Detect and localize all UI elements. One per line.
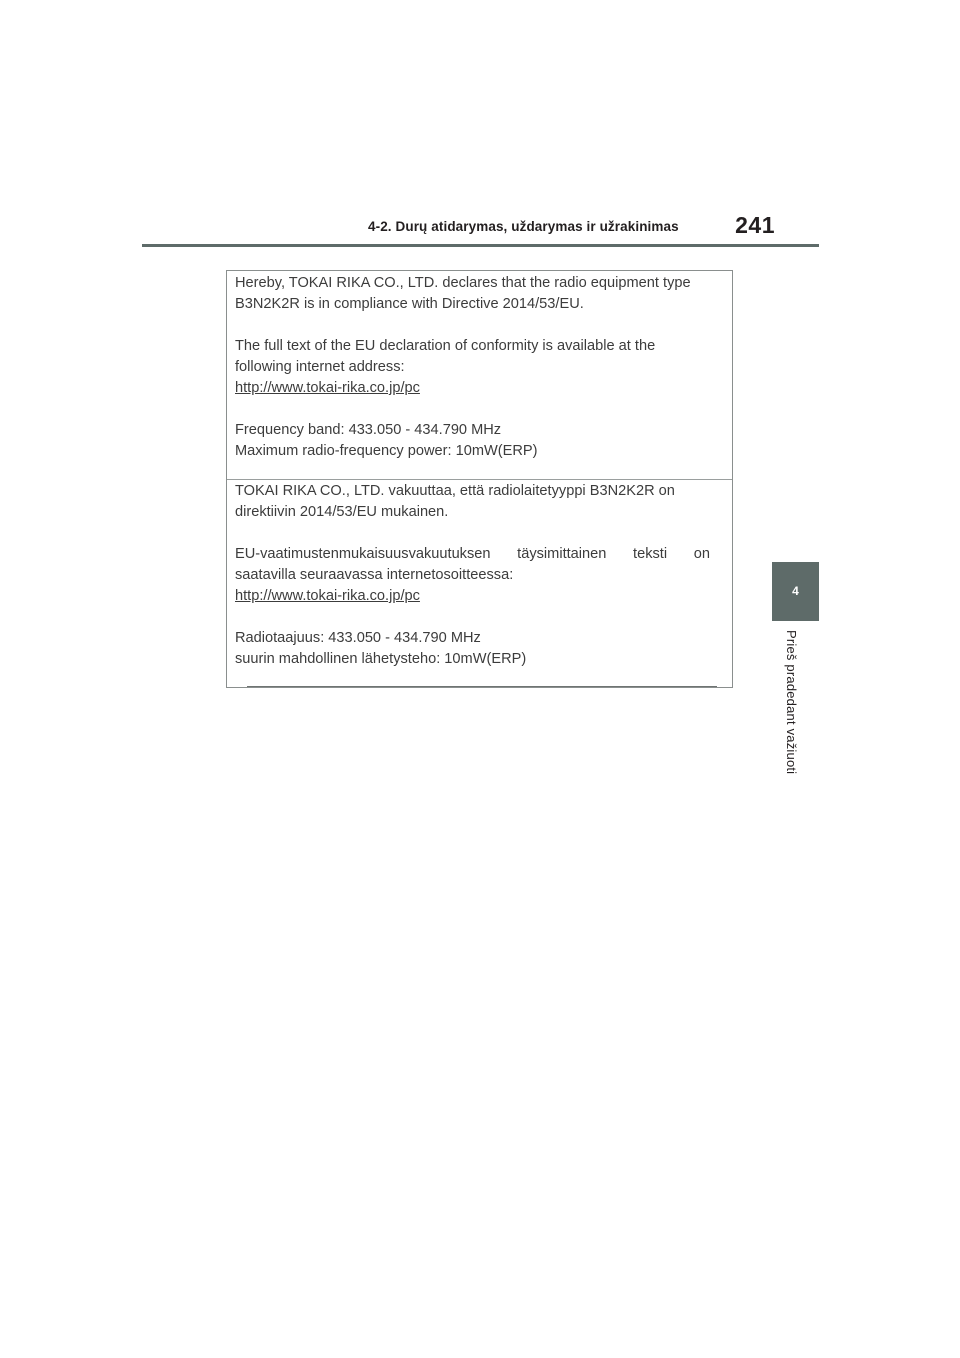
chapter-number: 4 <box>792 584 799 598</box>
declaration-en-line1: Hereby, TOKAI RIKA CO., LTD. declares that the radio equipment type <box>235 275 691 291</box>
chapter-label: Prieš pradedant važiuoti <box>784 630 799 775</box>
chapter-label-container <box>784 630 806 802</box>
max-power-en: Maximum radio-frequency power: 10mW(ERP) <box>235 443 538 459</box>
frequency-band-fi: Radiotaajuus: 433.050 - 434.790 MHz <box>235 630 481 646</box>
frequency-band-en: Frequency band: 433.050 - 434.790 MHz <box>235 422 502 438</box>
max-power-fi: suurin mahdollinen lähetysteho: 10mW(ERP) <box>235 651 527 667</box>
section-title: 4-2. Durų atidarymas, uždarymas ir užrakinimas <box>368 219 679 234</box>
chapter-tab <box>772 562 819 621</box>
declaration-fi-line2: direktiivin 2014/53/EU mukainen. <box>235 504 449 520</box>
declaration-en-line2: B3N2K2R is in compliance with Directive 2014/53/EU. <box>235 296 584 312</box>
page-header <box>142 212 818 245</box>
section-divider <box>227 479 732 480</box>
declaration-fi-line1: TOKAI RIKA CO., LTD. vakuuttaa, että radiolaitetyyppi B3N2K2R on <box>235 483 675 499</box>
declaration-fi-line4: saatavilla seuraavassa internetosoitteessa: <box>235 567 514 583</box>
box-bottom-rule <box>247 686 717 687</box>
declaration-english <box>235 273 730 462</box>
declaration-fi-line3: EU-vaatimustenmukaisuusvakuutuksen täysimittainen teksti on <box>235 546 710 562</box>
declaration-en-line3: The full text of the EU declaration of conformity is available at the <box>235 338 656 354</box>
declaration-en-link[interactable]: http://www.tokai-rika.co.jp/pc <box>235 380 420 396</box>
declaration-finnish <box>235 481 730 670</box>
page-number: 241 <box>735 212 775 238</box>
header-rule <box>142 244 819 247</box>
declaration-en-line4: following internet address: <box>235 359 405 375</box>
declaration-box <box>226 270 733 688</box>
declaration-fi-link[interactable]: http://www.tokai-rika.co.jp/pc <box>235 588 420 604</box>
